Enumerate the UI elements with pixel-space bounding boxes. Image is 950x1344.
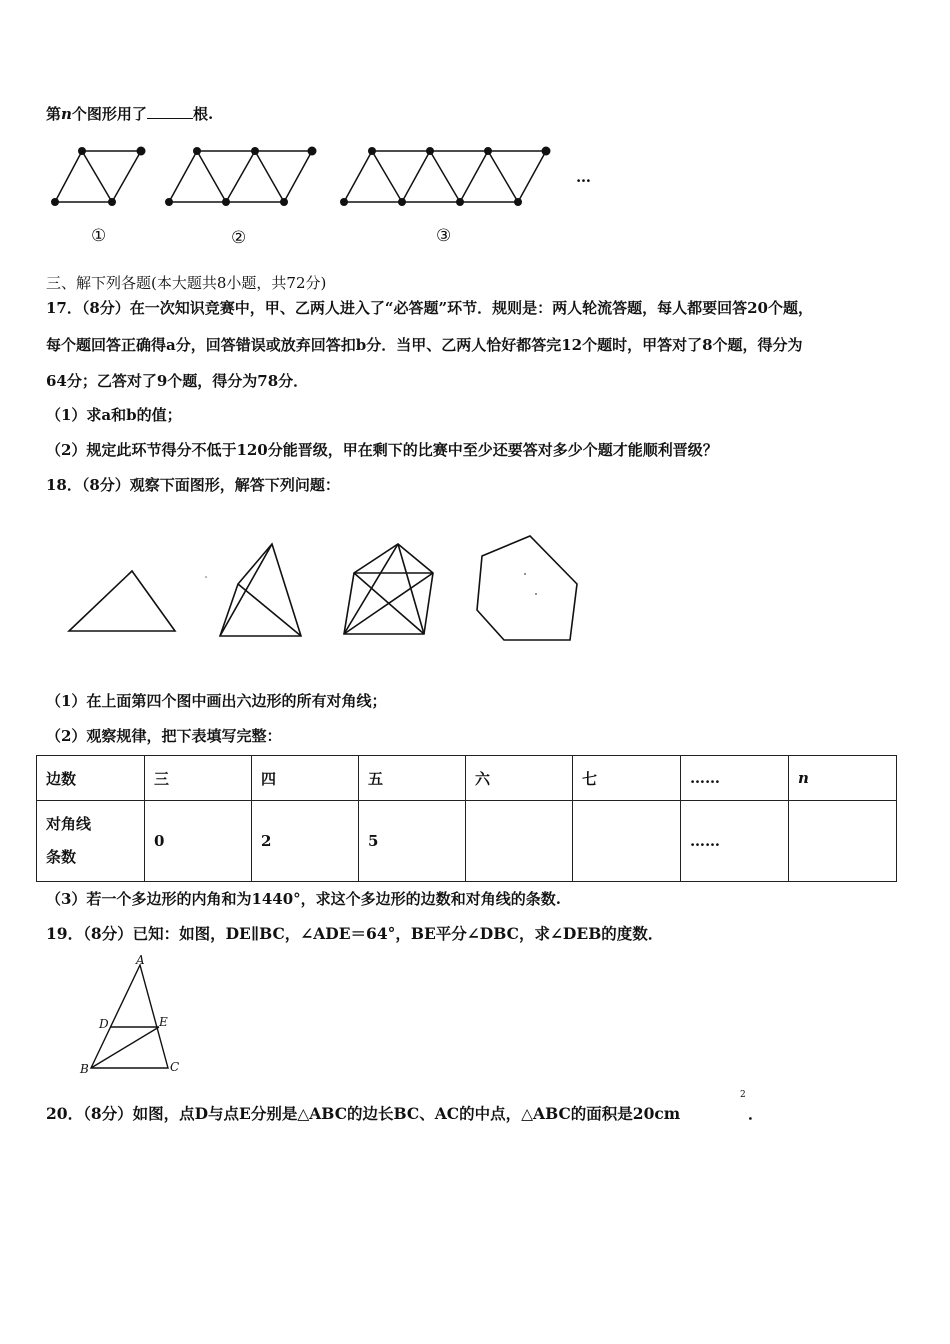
label-d: D xyxy=(99,1017,109,1031)
q16-tail: 第n个图形用了 根. xyxy=(46,105,214,123)
label-b: B xyxy=(80,1062,89,1076)
table-cell: 边数 xyxy=(37,756,145,801)
q17-sub2: （2）规定此环节得分不低于120分能晋级，甲在剩下的比赛中至少还要答对多少个题才能顺利晋级？ xyxy=(46,441,718,459)
q20-end: ． xyxy=(748,1104,764,1123)
table-cell: 七 xyxy=(573,756,681,801)
q20-superscript: 2 xyxy=(740,1090,746,1100)
q18-stem: 18．（8分）观察下面图形，解答下列问题： xyxy=(46,476,340,494)
table-cell: n xyxy=(789,756,897,801)
section-heading: 三、解下列各题(本大题共8小题，共72分) xyxy=(46,274,327,292)
q18-sub1: （1）在上面第四个图中画出六边形的所有对角线； xyxy=(46,692,387,710)
table-cell: …… xyxy=(681,756,789,801)
table-cell: 5 xyxy=(359,801,466,882)
label-a: A xyxy=(136,953,145,967)
q17-line3: 64分；乙答对了9个题，得分为78分． xyxy=(46,372,309,390)
q20-stem: 20．（8分）如图，点D与点E分别是△ABC的边长BC、AC的中点，△ABC的面积是20cm xyxy=(46,1104,681,1123)
table-cell: 四 xyxy=(252,756,359,801)
figure-label-2: ② xyxy=(231,228,247,248)
table-cell: 0 xyxy=(145,801,252,882)
table-cell: 六 xyxy=(466,756,573,801)
table-cell: …… xyxy=(681,801,789,882)
label-e: E xyxy=(159,1015,168,1029)
q17-line1: 17．（8分）在一次知识竞赛中，甲、乙两人进入了“必答题”环节．规则是：两人轮流答题，每人都要回答20个题， xyxy=(46,299,813,317)
q17-sub1: （1）求a和b的值； xyxy=(46,406,182,424)
table-cell: 对角线 条数 xyxy=(37,801,145,882)
q17-line2: 每个题回答正确得a分，回答错误或放弃回答扣b分．当甲、乙两人恰好都答完12个题时，甲答对了8个题，得分为 xyxy=(46,336,803,354)
table-cell: 五 xyxy=(359,756,466,801)
figure-label-3: ③ xyxy=(436,226,452,246)
q19-stem: 19．（8分）已知：如图，DE∥BC，∠ADE＝64°，BE平分∠DBC，求∠DEB的度数． xyxy=(46,924,664,943)
label-c: C xyxy=(170,1060,180,1074)
figure-label-1: ① xyxy=(91,226,107,246)
q18-sub2: （2）观察规律，把下表填写完整： xyxy=(46,727,282,745)
q18-sub3: （3）若一个多边形的内角和为1440°，求这个多边形的边数和对角线的条数. xyxy=(46,890,561,908)
figures-ellipsis: … xyxy=(576,168,591,186)
table-cell: 2 xyxy=(252,801,359,882)
table-cell: 三 xyxy=(145,756,252,801)
